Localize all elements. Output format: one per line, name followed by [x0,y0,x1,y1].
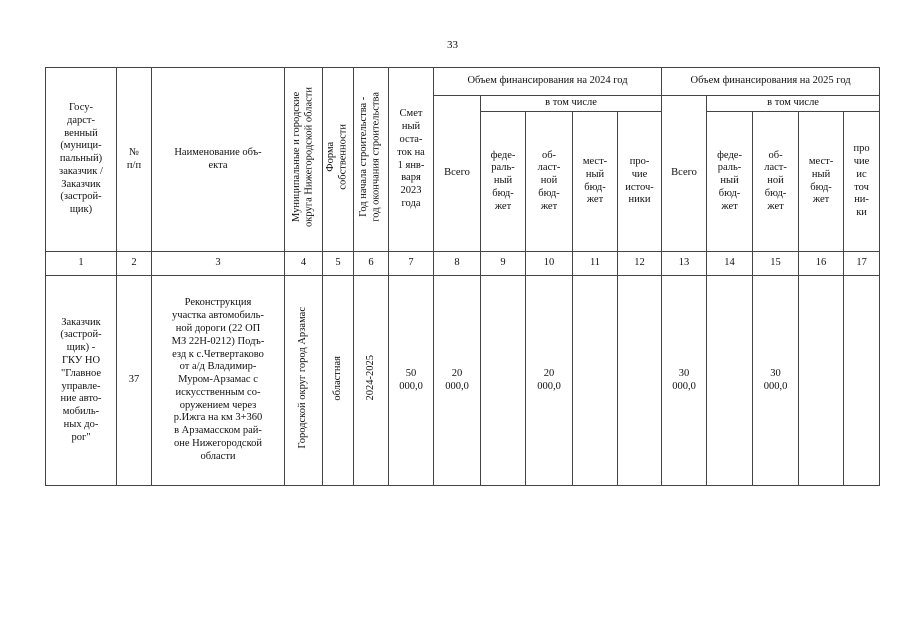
cell-local-2025 [799,276,844,486]
header-regional-2025: об- ласт- ной бюд- жет [753,112,799,252]
investment-table [45,67,880,486]
header-fin-2024: Объем финансирования на 2024 год [434,68,662,96]
cell-other-2024 [618,276,662,486]
cell-ownership: областная [323,276,354,486]
column-number: 7 [389,252,434,276]
cell-total-2024: 20 000,0 [434,276,481,486]
header-customer: Госу- дарст- венный (муници- пальный) заказчик / Заказчик (застрой- щик) [46,68,117,252]
column-number: 13 [662,252,707,276]
header-num: № п/п [117,68,152,252]
header-including-2025: в том числе [707,96,880,112]
cell-regional-2024: 20 000,0 [526,276,573,486]
header-object-name: Наименование объ- екта [152,68,285,252]
cell-num: 37 [117,276,152,486]
column-number: 8 [434,252,481,276]
header-total-2025: Всего [662,96,707,252]
cell-object-name: Реконструкция участка автомобиль- ной дороги (22 ОП МЗ 22Н-0212) Подъ- езд к с.Четвертаково от а/д Владимир- Муром-Арзамас с искусственным со- оружением через р.Ижга на км 3+360 в Арзамасском рай- оне Нижегородской области [152,276,285,486]
header-other-2025: про чие ис точ ни- ки [844,112,880,252]
cell-regional-2025: 30 000,0 [753,276,799,486]
column-number: 1 [46,252,117,276]
column-number: 10 [526,252,573,276]
header-fin-2025: Объем финансирования на 2025 год [662,68,880,96]
header-local-2025: мест- ный бюд- жет [799,112,844,252]
cell-federal-2024 [481,276,526,486]
cell-local-2024 [573,276,618,486]
column-number: 3 [152,252,285,276]
header-ownership: Форма собственности [323,68,354,252]
cell-municipality: Городской округ город Арзамас [285,276,323,486]
header-other-2024: про- чие источ- ники [618,112,662,252]
column-number-row [46,252,880,276]
header-federal-2025: феде- раль- ный бюд- жет [707,112,753,252]
column-number: 2 [117,252,152,276]
header-regional-2024: об- ласт- ной бюд- жет [526,112,573,252]
column-number: 16 [799,252,844,276]
page-number: 33 [447,39,458,51]
cell-federal-2025 [707,276,753,486]
column-number: 15 [753,252,799,276]
column-number: 5 [323,252,354,276]
cell-balance: 50 000,0 [389,276,434,486]
column-number: 12 [618,252,662,276]
header-balance: Смет ный остa- ток на 1 янв- варя 2023 года [389,68,434,252]
cell-years: 2024-2025 [354,276,389,486]
table-row [46,276,880,486]
column-number: 11 [573,252,618,276]
column-number: 9 [481,252,526,276]
cell-total-2025: 30 000,0 [662,276,707,486]
column-number: 4 [285,252,323,276]
header-including-2024: в том числе [481,96,662,112]
header-municipality: Муниципальные и городские округа Нижегородской области [285,68,323,252]
column-number: 6 [354,252,389,276]
header-federal-2024: феде- раль- ный бюд- жет [481,112,526,252]
header-years: Год начала строительства - год окончания строительства [354,68,389,252]
header-local-2024: мест- ный бюд- жет [573,112,618,252]
column-number: 14 [707,252,753,276]
column-number: 17 [844,252,880,276]
cell-other-2025 [844,276,880,486]
header-total-2024: Всего [434,96,481,252]
cell-customer: Заказчик (застрой- щик) - ГКУ НО "Главное управле- ние авто- мобиль- ных до- рог" [46,276,117,486]
